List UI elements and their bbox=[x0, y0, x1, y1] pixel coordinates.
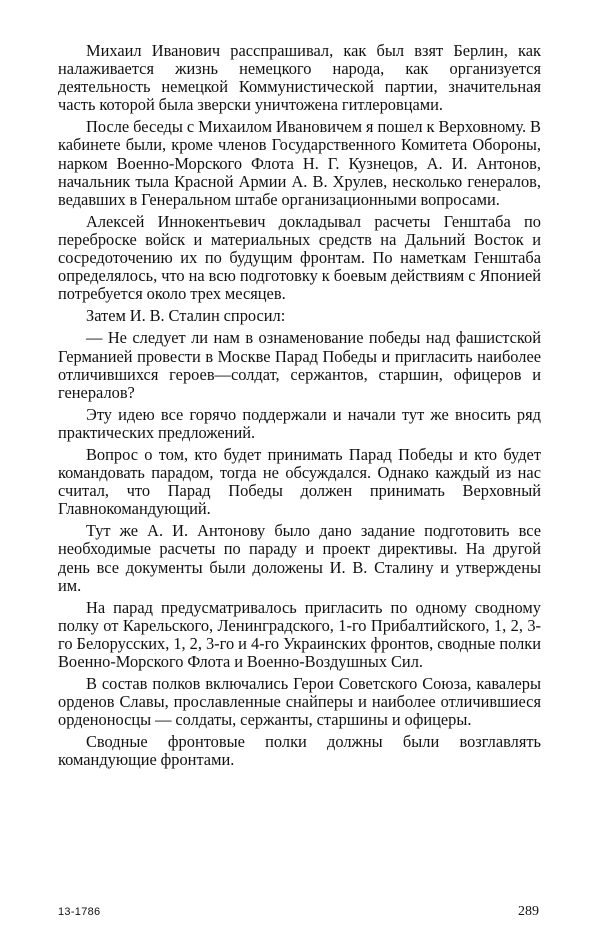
page-number: 289 bbox=[518, 904, 539, 919]
paragraph-kalinin-questions: Михаил Иванович расспрашивал, как был взят Берлин, как налаживается жизнь немецкого народа, как организуется деятельность немецкой Коммунистической партии, значительная часть которой была зверски уничтожена гитлеровцами. bbox=[58, 41, 541, 115]
paragraph-regiment-composition: В состав полков включались Герои Советского Союза, кавалеры орденов Славы, прославленные снайперы и наиболее отличившиеся орденоносцы — солдаты, сержанты, старшины и офицеры. bbox=[58, 674, 541, 730]
paragraph-stavka-meeting: После беседы с Михаилом Ивановичем я пошел к Верховному. В кабинете были, кроме членов Государственного Комитета Обороны, нарком Военно-Морского Флота Н. Г. Кузнецов, А. И. Антонов, начальник тыла Красной Армии А. В. Хрулев, несколько генералов, ведавших в Генеральном штабе организационными вопросами. bbox=[58, 117, 541, 209]
paragraph-who-accepts-parade: Вопрос о том, кто будет принимать Парад Победы и кто будет командовать парадом, тогда не обсуждался. Однако каждый из нас считал, что Парад Победы должен принимать Верховный Главнокомандующий. bbox=[58, 444, 541, 519]
paragraph-stalin-asked: Затем И. В. Сталин спросил: bbox=[86, 306, 286, 326]
printer-signature: 13-1786 bbox=[58, 906, 101, 918]
paragraph-regiments-invited: На парад предусматривалось пригласить по одному сводному полку от Карельского, Ленинградского, 1-го Прибалтийского, 1, 2, 3-го Белорусских, 1, 2, 3-го и 4-го Украинских фронтов, сводные полки Военно-Морского Флота и Военно-Воздушных Сил. bbox=[58, 597, 541, 671]
page-footer bbox=[58, 904, 541, 924]
paragraph-idea-supported: Эту идею все горячо поддержали и начали тут же вносить ряд практических предложений. bbox=[58, 404, 541, 442]
paragraph-front-commanders: Сводные фронтовые полки должны были возглавлять командующие фронтами. bbox=[58, 732, 541, 770]
paragraph-stalin-question: — Не следует ли нам в ознаменование победы над фашистской Германией провести в Москве Парад Победы и пригласить наиболее отличившихся героев—солдат, сержантов, старшин, офицеров и генералов? bbox=[58, 328, 541, 402]
page-body bbox=[58, 42, 541, 774]
paragraph-general-staff-report: Алексей Иннокентьевич докладывал расчеты Генштаба по переброске войск и материальных средств на Дальний Восток и сосредоточению их по будущим фронтам. По наметкам Генштаба определялось, что на всю подготовку к боевым действиям с Японией потребуется около трех месяцев. bbox=[58, 211, 541, 304]
paragraph-antonov-task: Тут же А. И. Антонову было дано задание подготовить все необходимые расчеты по параду и проект директивы. На другой день все документы были доложены И. В. Сталину и утверждены им. bbox=[58, 521, 541, 595]
